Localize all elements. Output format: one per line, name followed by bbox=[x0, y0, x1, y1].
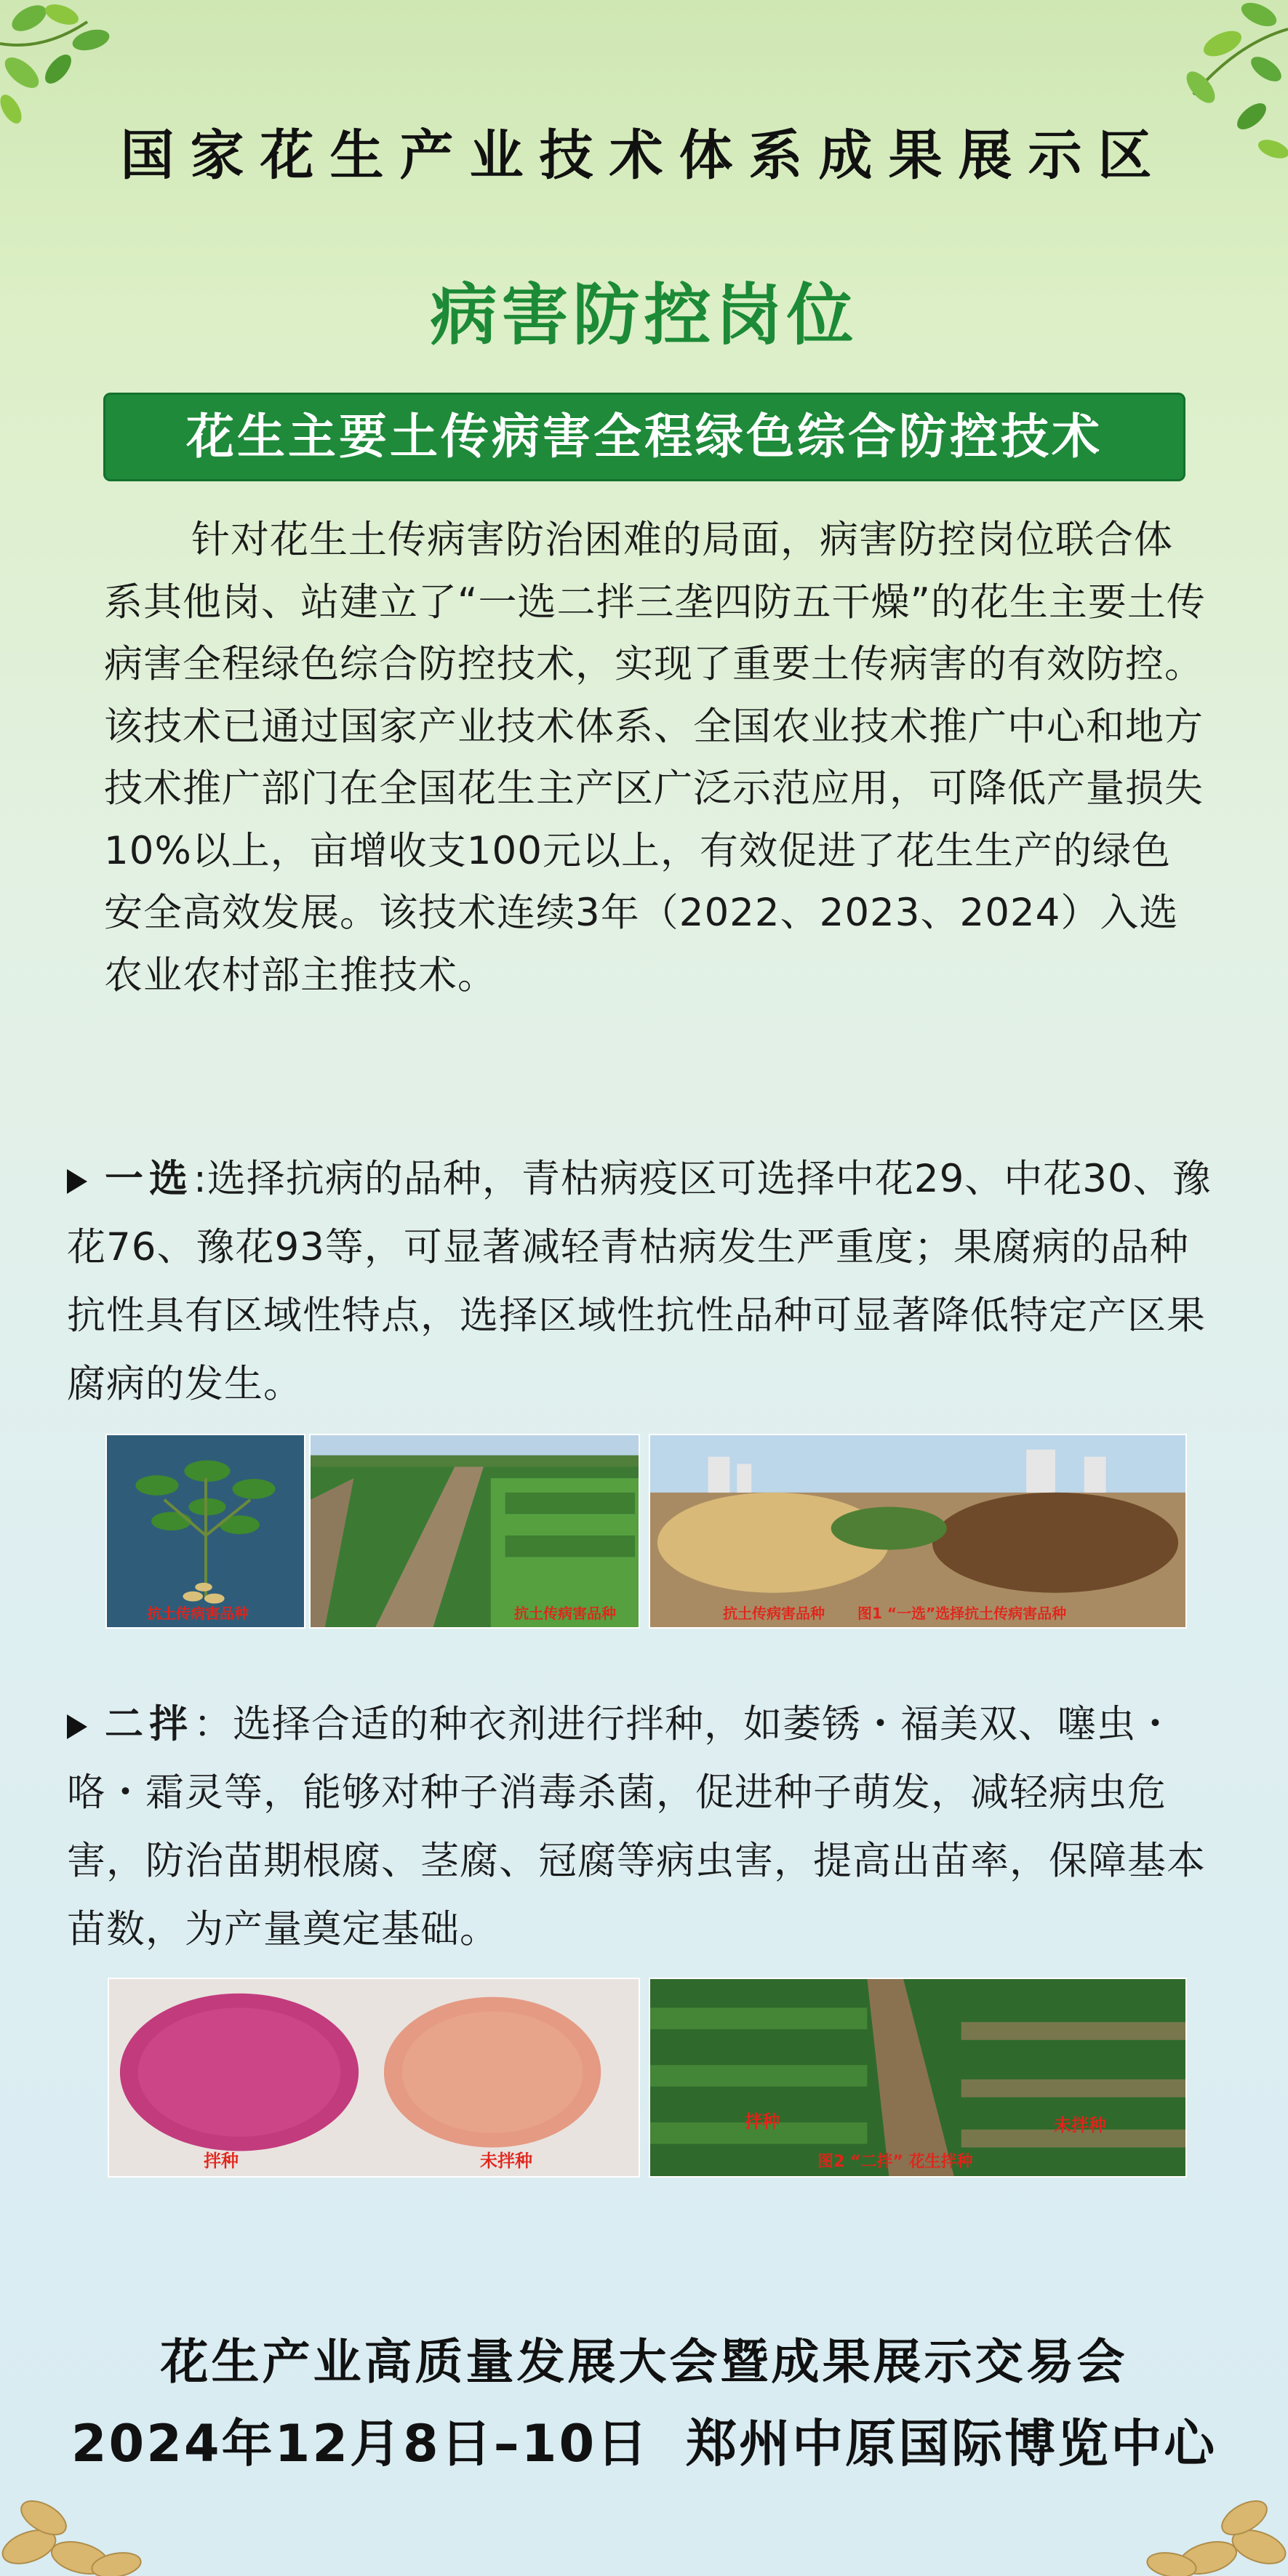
event-venue: 郑州中原国际博览中心 bbox=[686, 2414, 1217, 2473]
peanut-decoration-icon bbox=[0, 2481, 153, 2576]
photo-harvested-peanuts bbox=[649, 1434, 1187, 1629]
section-text: 选择合适的种衣剂进行拌种，如萎锈・福美双、噻虫・咯・霜灵等，能够对种子消毒杀菌，促进种子萌发，减轻病虫危害，防治苗期根腐、茎腐、冠腐等病虫害，提高出苗率，保障基本苗数，为产量奠定基础。 bbox=[67, 1702, 1206, 1951]
section-separator: : bbox=[193, 1157, 207, 1201]
photo-caption: 抗土传病害品种 bbox=[147, 1605, 249, 1622]
triangle-bullet-icon bbox=[67, 1714, 87, 1739]
section-erban bbox=[67, 1690, 1216, 1964]
topic-banner: 花生主要土传病害全程绿色综合防控技术 bbox=[103, 393, 1185, 481]
figure-caption: 图1 “一选”选择抗土传病害品种 bbox=[857, 1605, 1067, 1622]
section-separator: ： bbox=[193, 1702, 233, 1746]
section-yixuan bbox=[67, 1145, 1216, 1419]
photo-field-rows bbox=[309, 1434, 640, 1629]
event-title: 花生产业高质量发展大会暨成果展示交易会 bbox=[160, 2334, 1128, 2390]
section-key: 一选 bbox=[105, 1157, 193, 1201]
page-title: 国家花生产业技术体系成果展示区 bbox=[120, 124, 1168, 187]
photo-caption: 抗土传病害品种 bbox=[514, 1605, 616, 1622]
section-text: 选择抗病的品种，青枯病疫区可选择中花29、中花30、豫花76、豫花93等，可显著减轻青枯病发生严重度；果腐病的品种抗性具有区域性特点，选择区域性抗性品种可显著降低特定产区果腐病的发生。 bbox=[67, 1157, 1212, 1406]
peanut-decoration-icon bbox=[1135, 2481, 1288, 2576]
event-date-venue bbox=[0, 2403, 1288, 2476]
photo-peanut-plant bbox=[105, 1434, 305, 1629]
section-key: 二拌 bbox=[105, 1702, 193, 1746]
intro-paragraph: 针对花生土传病害防治困难的局面，病害防控岗位联合体系其他岗、站建立了“一选二拌三垄四防五干燥”的花生主要土传病害全程绿色综合防控技术，实现了重要土传病害的有效防控。该技术已通过国家产业技术体系、全国农业技术推广中心和地方技术推广部门在全国花生主产区广泛示范应用，可降低产量损失10%以上，亩增收支100元以上，有效促进了花生生产的绿色安全高效发展。该技术连续3年（2022、2023、2024）入选农业农村部主推技术。 bbox=[104, 518, 1206, 998]
triangle-bullet-icon bbox=[67, 1169, 87, 1194]
photo-caption: 拌种 bbox=[204, 2151, 239, 2171]
photo-seed-comparison bbox=[108, 1978, 640, 2178]
photo-caption: 拌种 bbox=[745, 2111, 780, 2132]
figure-caption: 图2 “二拌” 花生拌种 bbox=[817, 2153, 973, 2171]
photo-field-seedlings bbox=[649, 1978, 1187, 2178]
post-title: 病害防控岗位 bbox=[430, 276, 858, 354]
event-date: 2024年12月8日–10日 bbox=[71, 2414, 650, 2473]
photo-caption: 抗土传病害品种 bbox=[723, 1605, 825, 1622]
photo-caption: 未拌种 bbox=[1054, 2115, 1106, 2135]
photo-caption: 未拌种 bbox=[480, 2151, 532, 2171]
leaf-decoration-icon bbox=[0, 0, 138, 131]
